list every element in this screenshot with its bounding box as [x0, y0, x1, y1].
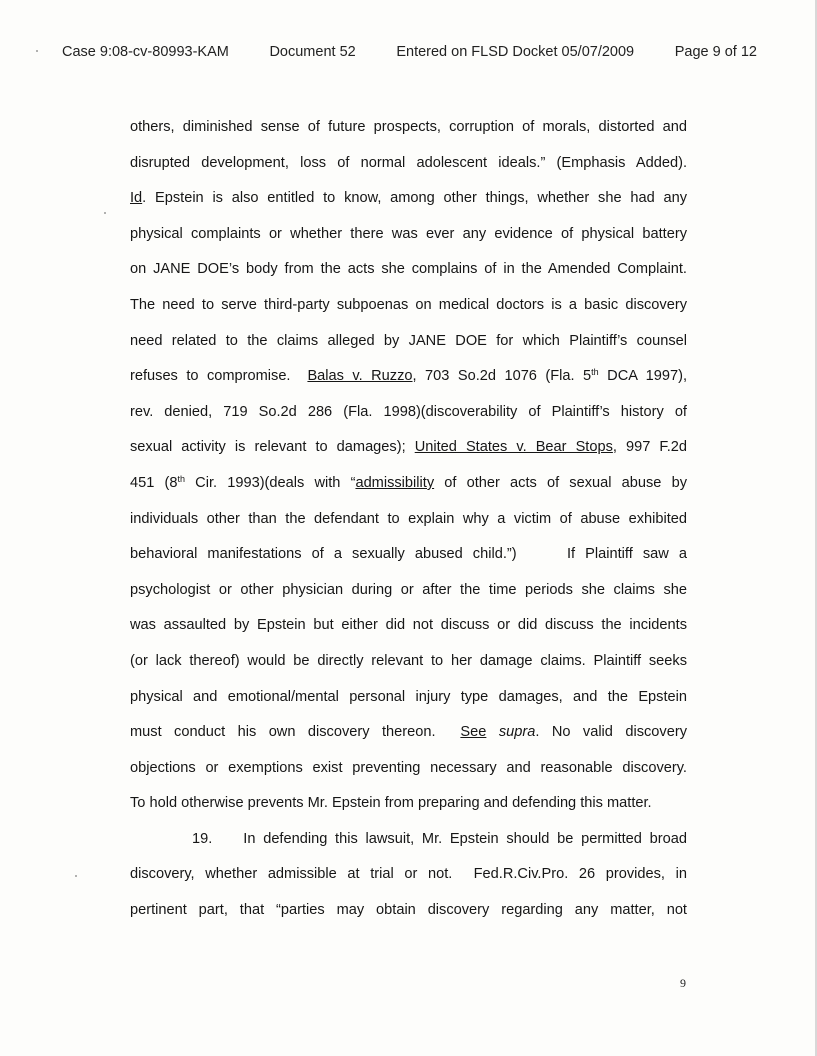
text-line: Id. Epstein is also entitled to know, among other things, whether she had any: [130, 190, 687, 207]
document-number: Document 52: [269, 44, 356, 60]
text-line: need related to the claims alleged by JANE DOE for which Plaintiff’s counsel: [130, 332, 687, 349]
text-line: physical complaints or whether there was ever any evidence of physical battery: [130, 225, 687, 242]
text-line: rev. denied, 719 So.2d 286 (Fla. 1998)(discoverability of Plaintiff’s history of: [130, 403, 687, 420]
text-line: must conduct his own discovery thereon. See supra. No valid discovery: [130, 724, 687, 741]
text-line: discovery, whether admissible at trial or not. Fed.R.Civ.Pro. 26 provides, in: [130, 866, 687, 883]
text-line: physical and emotional/mental personal injury type damages, and the Epstein: [130, 688, 687, 705]
text-line: was assaulted by Epstein but either did not discuss or did discuss the incidents: [130, 617, 687, 634]
docket-entry-date: Entered on FLSD Docket 05/07/2009: [396, 44, 635, 60]
paragraph-number: 19.: [192, 830, 213, 847]
see-signal: See: [460, 724, 487, 741]
scan-speck: [104, 212, 106, 214]
underlined-term: admissibility: [355, 474, 435, 491]
paragraph-start: 19. In defending this lawsuit, Mr. Epstein should be permitted broad: [192, 830, 687, 847]
text-line: others, diminished sense of future prospects, corruption of morals, distorted and: [130, 119, 687, 135]
body-text: [130, 116, 687, 935]
case-citation-balas: Balas v. Ruzzo: [307, 368, 413, 385]
citation-id: Id: [130, 190, 143, 207]
text-line: on JANE DOE’s body from the acts she complains of in the Amended Complaint.: [130, 261, 687, 278]
text-line: sexual activity is relevant to damages); United States v. Bear Stops, 997 F.2d: [130, 439, 687, 456]
case-number: Case 9:08-cv-80993-KAM: [62, 44, 229, 60]
text-line: 451 (8th Cir. 1993)(deals with “admissibility of other acts of sexual abuse by: [130, 473, 687, 491]
scan-speck: [36, 50, 38, 52]
scan-speck: [75, 875, 77, 877]
text-line: disrupted development, loss of normal adolescent ideals.” (Emphasis Added).: [130, 154, 687, 171]
text-line: individuals other than the defendant to explain why a victim of abuse exhibited: [130, 510, 687, 527]
page-count: Page 9 of 12: [674, 44, 757, 60]
case-citation-bear-stops: United States v. Bear Stops: [414, 439, 613, 456]
text-line: The need to serve third-party subpoenas on medical doctors is a basic discovery: [130, 296, 687, 313]
text-line: refuses to compromise. Balas v. Ruzzo, 703 So.2d 1076 (Fla. 5th DCA 1997),: [130, 367, 688, 385]
text-line: objections or exemptions exist preventing necessary and reasonable discovery.: [130, 759, 687, 776]
page-number: 9: [680, 976, 686, 990]
text-line: psychologist or other physician during or after the time periods she claims she: [130, 581, 687, 598]
text-line: (or lack thereof) would be directly relevant to her damage claims. Plaintiff seeks: [130, 652, 687, 669]
text-line: behavioral manifestations of a sexually abused child.”) If Plaintiff saw a: [130, 546, 687, 563]
text-line: To hold otherwise prevents Mr. Epstein from preparing and defending this matter.: [130, 795, 652, 812]
docket-header: [62, 44, 757, 60]
text-line: pertinent part, that “parties may obtain discovery regarding any matter, not: [130, 902, 687, 919]
